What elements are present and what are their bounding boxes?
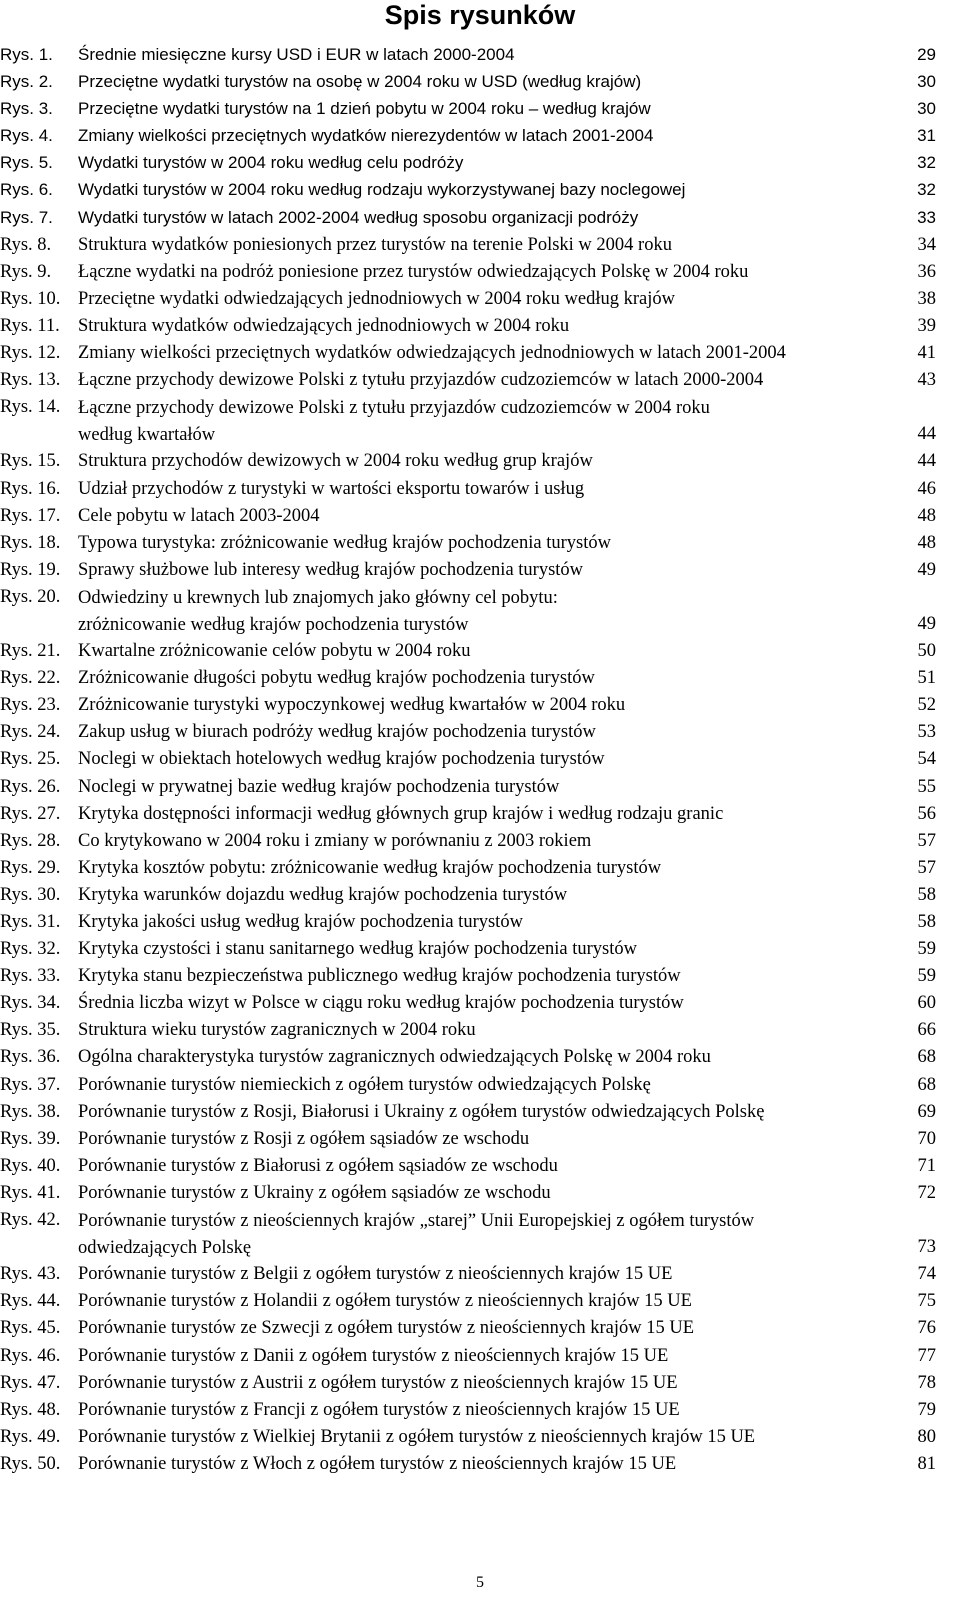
figure-page-number: 79 [917, 1399, 936, 1420]
figure-entry [0, 394, 960, 448]
figure-page-number: 49 [917, 559, 936, 580]
figure-page-number: 76 [917, 1318, 936, 1339]
figure-title-line: Odwiedziny u krewnych lub znajomych jako główny cel pobytu: [78, 587, 558, 608]
figure-title [78, 531, 918, 555]
figure-title-line: Porównanie turystów z Rosji z ogółem sąsiadów ze wschodu [78, 1128, 530, 1149]
figure-title-line-2: odwiedzających Polskę [78, 1238, 252, 1259]
figure-title-line: Struktura wydatków odwiedzających jednodniowych w 2004 roku [78, 315, 570, 336]
figure-title [78, 206, 918, 230]
figure-title-line: Porównanie turystów ze Szwecji z ogółem turystów z nieościennych krajów 15 UE [78, 1318, 695, 1339]
figure-page-number: 71 [917, 1155, 936, 1176]
figure-title [78, 97, 918, 121]
figure-page-number: 78 [917, 1372, 936, 1393]
figure-entry [0, 692, 960, 719]
figure-label: Rys. 23. [0, 695, 61, 716]
figure-entry [0, 1099, 960, 1126]
figure-title-line-2: według kwartałów [78, 425, 216, 446]
figure-title [78, 991, 918, 1015]
figure-title [78, 666, 918, 690]
figure-page-number: 44 [917, 424, 936, 445]
figure-entry [0, 990, 960, 1017]
figure-page-number: 81 [917, 1453, 936, 1474]
figure-title [78, 1208, 918, 1262]
figure-label: Rys. 48. [0, 1399, 61, 1420]
figure-page-number: 39 [917, 315, 936, 336]
figure-label: Rys. 46. [0, 1345, 61, 1366]
figure-title-line: Porównanie turystów z Francji z ogółem turystów z nieościennych krajów 15 UE [78, 1399, 680, 1420]
figure-title [78, 829, 918, 853]
figure-entry [0, 557, 960, 584]
figure-title [78, 449, 918, 473]
figure-entry [0, 1451, 960, 1478]
figure-title-line: Zmiany wielkości przeciętnych wydatków odwiedzających jednodniowych w latach 2001-2004 [78, 343, 786, 364]
figure-title [78, 1452, 918, 1476]
figure-title [78, 233, 918, 257]
figure-title-line: Sprawy służbowe lub interesy według krajów pochodzenia turystów [78, 559, 584, 580]
figure-page-number: 66 [917, 1020, 936, 1041]
figure-entry [0, 1261, 960, 1288]
figure-title [78, 1154, 918, 1178]
figure-label: Rys. 30. [0, 884, 61, 905]
figure-entry [0, 69, 960, 96]
figure-page-number: 32 [917, 153, 936, 173]
figure-page-number: 80 [917, 1426, 936, 1447]
figure-title [78, 1018, 918, 1042]
figure-label: Rys. 28. [0, 830, 61, 851]
figure-title-line: Krytyka dostępności informacji według głównych grup krajów i według rodzaju granic [78, 803, 724, 824]
figure-entry [0, 719, 960, 746]
figure-title [78, 1425, 918, 1449]
figure-title [78, 151, 918, 175]
figure-label: Rys. 27. [0, 803, 61, 824]
figure-title-line: Ogólna charakterystyka turystów zagranicznych odwiedzających Polskę w 2004 roku [78, 1047, 711, 1068]
figure-entry [0, 1207, 960, 1261]
figure-title-line: Zróżnicowanie turystyki wypoczynkowej według kwartałów w 2004 roku [78, 695, 626, 716]
figure-label: Rys. 29. [0, 857, 61, 878]
figure-page-number: 30 [917, 72, 936, 92]
figure-title-line: Kwartalne zróżnicowanie celów pobytu w 2004 roku [78, 641, 471, 662]
figure-label: Rys. 16. [0, 478, 61, 499]
figure-title-line: Noclegi w prywatnej bazie według krajów pochodzenia turystów [78, 776, 560, 797]
figure-label: Rys. 3. [0, 99, 53, 119]
figure-entry [0, 936, 960, 963]
figure-label: Rys. 41. [0, 1182, 61, 1203]
figure-title-line: Porównanie turystów z Danii z ogółem turystów z nieościennych krajów 15 UE [78, 1345, 669, 1366]
figure-title-line: Krytyka czystości i stanu sanitarnego według krajów pochodzenia turystów [78, 939, 637, 960]
figure-list [0, 42, 960, 1478]
figure-title-line: Udział przychodów z turystyki w wartości eksportu towarów i usług [78, 478, 585, 499]
figure-page-number: 70 [917, 1128, 936, 1149]
figure-label: Rys. 25. [0, 749, 61, 770]
figure-label: Rys. 18. [0, 532, 61, 553]
figure-title [78, 43, 918, 67]
figure-title-line: Przeciętne wydatki odwiedzających jednodniowych w 2004 roku według krajów [78, 288, 675, 309]
figure-label: Rys. 2. [0, 72, 53, 92]
figure-label: Rys. 7. [0, 207, 53, 227]
figure-label: Rys. 32. [0, 939, 61, 960]
figure-page-number: 77 [917, 1345, 936, 1366]
figure-label: Rys. 37. [0, 1074, 61, 1095]
figure-title-line: Struktura wydatków poniesionych przez turystów na terenie Polski w 2004 roku [78, 234, 672, 255]
figure-label: Rys. 38. [0, 1101, 61, 1122]
figure-title-line: Porównanie turystów z Holandii z ogółem turystów z nieościennych krajów 15 UE [78, 1291, 692, 1312]
figure-title [78, 1316, 918, 1340]
figure-title-line: Porównanie turystów z Wielkiej Brytanii z ogółem turystów z nieościennych krajów 15 UE [78, 1426, 756, 1447]
figure-page-number: 32 [917, 180, 936, 200]
figure-title [78, 1398, 918, 1422]
figure-label: Rys. 19. [0, 559, 61, 580]
figure-entry [0, 313, 960, 340]
figure-title-line: Co krytykowano w 2004 roku i zmiany w porównaniu z 2003 rokiem [78, 830, 592, 851]
figure-title-line: Porównanie turystów z nieościennych krajów „starej” Unii Europejskiej z ogółem turystów [78, 1211, 755, 1232]
figure-page-number: 74 [917, 1264, 936, 1285]
figure-title-line: Łączne przychody dewizowe Polski z tytułu przyjazdów cudzoziemców w 2004 roku [78, 398, 710, 419]
figure-label: Rys. 31. [0, 912, 61, 932]
figure-title [78, 964, 918, 988]
figure-label: Rys. 35. [0, 1020, 61, 1041]
figure-title-line: Krytyka jakości usług według krajów pochodzenia turystów [78, 912, 523, 932]
figure-entry [0, 259, 960, 286]
figure-title [78, 585, 918, 639]
figure-entry [0, 1424, 960, 1451]
figure-title [78, 1344, 918, 1368]
figure-entry [0, 1126, 960, 1153]
figure-page-number: 46 [917, 478, 936, 499]
figure-entry [0, 123, 960, 150]
figure-title [78, 178, 918, 202]
figure-title-line: Przeciętne wydatki turystów na 1 dzień pobytu w 2004 roku – według krajów [78, 99, 651, 119]
figure-title [78, 395, 918, 449]
figure-title [78, 287, 918, 311]
figure-title [78, 1045, 918, 1069]
figure-page-number: 48 [917, 532, 936, 553]
figure-page-number: 30 [917, 99, 936, 119]
figure-entry [0, 150, 960, 177]
figure-title [78, 856, 918, 880]
figure-entry [0, 1288, 960, 1315]
figure-title [78, 1371, 918, 1395]
figure-title-line: Porównanie turystów z Belgii z ogółem turystów z nieościennych krajów 15 UE [78, 1264, 673, 1285]
figure-title [78, 368, 918, 392]
figure-title [78, 260, 918, 284]
figure-entry [0, 42, 960, 69]
figure-page-number: 59 [917, 966, 936, 987]
figure-title-line: Łączne przychody dewizowe Polski z tytułu przyjazdów cudzoziemców w latach 2000-2004 [78, 370, 764, 391]
figure-page-number: 58 [917, 912, 936, 932]
page-title: Spis rysunków [384, 0, 576, 30]
figure-label: Rys. 17. [0, 505, 61, 526]
figure-label: Rys. 47. [0, 1372, 61, 1393]
figure-page-number: 73 [917, 1237, 936, 1258]
figure-title-line: Struktura przychodów dewizowych w 2004 roku według grup krajów [78, 451, 593, 472]
figure-label: Rys. 12. [0, 343, 61, 364]
figure-label: Rys. 10. [0, 288, 61, 309]
figure-label: Rys. 8. [0, 234, 52, 255]
figure-page-number: 31 [917, 126, 936, 146]
figure-entry [0, 96, 960, 123]
figure-page-number: 49 [917, 613, 936, 634]
figure-entry [0, 855, 960, 882]
figure-entry [0, 1343, 960, 1370]
figure-title [78, 720, 918, 744]
figure-label: Rys. 5. [0, 153, 53, 173]
figure-title-line: Porównanie turystów z Włoch z ogółem turystów z nieościennych krajów 15 UE [78, 1453, 677, 1474]
figure-title [78, 883, 918, 907]
figure-entry [0, 1180, 960, 1207]
page-number: 5 [476, 1574, 484, 1591]
figure-title [78, 802, 918, 826]
figure-label: Rys. 14. [0, 397, 61, 418]
figure-title-line: Średnia liczba wizyt w Polsce w ciągu roku według krajów pochodzenia turystów [78, 993, 684, 1014]
figure-title-line: Łączne wydatki na podróż poniesione przez turystów odwiedzających Polskę w 2004 roku [78, 261, 749, 282]
figure-title-line: Wydatki turystów w 2004 roku według celu podróży [78, 153, 464, 173]
figure-title-line: Zróżnicowanie długości pobytu według krajów pochodzenia turystów [78, 668, 595, 689]
figure-title-line: Krytyka stanu bezpieczeństwa publicznego według krajów pochodzenia turystów [78, 966, 681, 987]
figure-title-line: Krytyka warunków dojazdu według krajów pochodzenia turystów [78, 884, 568, 905]
figure-page-number: 34 [917, 234, 936, 255]
figure-label: Rys. 11. [0, 315, 60, 336]
figure-entry [0, 340, 960, 367]
figure-entry [0, 963, 960, 990]
figure-entry [0, 746, 960, 773]
figure-page-number: 41 [917, 343, 936, 364]
figure-title-line: Porównanie turystów niemieckich z ogółem turystów odwiedzających Polskę [78, 1074, 651, 1095]
figure-entry [0, 1315, 960, 1342]
figure-label: Rys. 49. [0, 1426, 61, 1447]
figure-entry [0, 1370, 960, 1397]
figure-title-line: Typowa turystyka: zróżnicowanie według krajów pochodzenia turystów [78, 532, 611, 553]
figure-page-number: 43 [917, 370, 936, 391]
figure-label: Rys. 45. [0, 1318, 61, 1339]
figure-page-number: 53 [917, 722, 936, 743]
figure-page-number: 72 [917, 1182, 936, 1203]
figure-entry [0, 503, 960, 530]
figure-title-line: Cele pobytu w latach 2003-2004 [78, 505, 320, 526]
figure-title [78, 775, 918, 799]
figure-label: Rys. 33. [0, 966, 61, 987]
figure-title-line: Wydatki turystów w 2004 roku według rodzaju wykorzystywanej bazy noclegowej [78, 180, 686, 200]
figure-label: Rys. 26. [0, 776, 61, 797]
figure-page-number: 54 [917, 749, 936, 770]
figure-entry [0, 1044, 960, 1071]
figure-title-line: Zmiany wielkości przeciętnych wydatków nierezydentów w latach 2001-2004 [78, 126, 654, 146]
figure-title [78, 747, 918, 771]
figure-entry [0, 476, 960, 503]
figure-title [78, 1127, 918, 1151]
figure-entry [0, 828, 960, 855]
figure-title [78, 1073, 918, 1097]
figure-entry [0, 367, 960, 394]
figure-page-number: 75 [917, 1291, 936, 1312]
figure-title [78, 70, 918, 94]
figure-title [78, 504, 918, 528]
figure-title [78, 1262, 918, 1286]
figure-label: Rys. 1. [0, 45, 53, 64]
figure-page-number: 38 [917, 288, 936, 309]
figure-label: Rys. 39. [0, 1128, 61, 1149]
figure-title-line: Porównanie turystów z Białorusi z ogółem sąsiadów ze wschodu [78, 1155, 558, 1176]
figure-title [78, 1100, 918, 1124]
figure-title-line: Średnie miesięczne kursy USD i EUR w latach 2000-2004 [78, 45, 515, 64]
figure-label: Rys. 43. [0, 1264, 61, 1285]
figure-page-number: 68 [917, 1074, 936, 1095]
figure-page-number: 69 [917, 1101, 936, 1122]
figure-page-number: 48 [917, 505, 936, 526]
figure-page-number: 50 [917, 641, 936, 662]
figure-entry [0, 205, 960, 232]
figure-label: Rys. 40. [0, 1155, 61, 1176]
figure-title-line: Zakup usług w biurach podróży według krajów pochodzenia turystów [78, 722, 596, 743]
figure-label: Rys. 22. [0, 668, 61, 689]
figure-entry [0, 177, 960, 204]
figure-title [78, 1181, 918, 1205]
figure-entry [0, 232, 960, 259]
figure-entry [0, 665, 960, 692]
figure-label: Rys. 20. [0, 586, 61, 607]
figure-page-number: 52 [917, 695, 936, 716]
figure-title-line: Przeciętne wydatki turystów na osobę w 2004 roku w USD (według krajów) [78, 72, 642, 92]
figure-title-line: Porównanie turystów z Austrii z ogółem turystów z nieościennych krajów 15 UE [78, 1372, 678, 1393]
figure-label: Rys. 50. [0, 1453, 61, 1474]
figure-title-line: Wydatki turystów w latach 2002-2004 według sposobu organizacji podróży [78, 207, 639, 227]
figure-page-number: 56 [917, 803, 936, 824]
figure-title [78, 124, 918, 148]
figure-entry [0, 882, 960, 909]
figure-page-number: 59 [917, 939, 936, 960]
figure-page-number: 29 [917, 45, 936, 64]
figure-title-line: Porównanie turystów z Rosji, Białorusi i Ukrainy z ogółem turystów odwiedzających Polskę [78, 1101, 765, 1122]
figure-label: Rys. 6. [0, 180, 53, 200]
figure-title-line: Struktura wieku turystów zagranicznych w 2004 roku [78, 1020, 476, 1041]
figure-label: Rys. 36. [0, 1047, 61, 1068]
figure-entry [0, 1072, 960, 1099]
figure-title-line: Porównanie turystów z Ukrainy z ogółem sąsiadów ze wschodu [78, 1182, 551, 1203]
figure-label: Rys. 13. [0, 370, 61, 391]
figure-page-number: 55 [917, 776, 936, 797]
figure-title-line: Noclegi w obiektach hotelowych według krajów pochodzenia turystów [78, 749, 605, 770]
figure-entry [0, 530, 960, 557]
figure-label: Rys. 44. [0, 1291, 61, 1312]
figure-title [78, 693, 918, 717]
figure-page-number: 68 [917, 1047, 936, 1068]
figure-entry [0, 1017, 960, 1044]
figure-label: Rys. 21. [0, 641, 61, 662]
figure-title-line-2: zróżnicowanie według krajów pochodzenia turystów [78, 614, 469, 635]
figure-title [78, 937, 918, 961]
figure-entry [0, 774, 960, 801]
figure-entry [0, 909, 960, 936]
figure-title [78, 910, 918, 934]
figure-entry [0, 584, 960, 638]
figure-entry [0, 1397, 960, 1424]
figure-page-number: 36 [917, 261, 936, 282]
figure-page-number: 57 [917, 857, 936, 878]
figure-entry [0, 638, 960, 665]
figure-entry [0, 286, 960, 313]
figure-title [78, 477, 918, 501]
figure-label: Rys. 42. [0, 1210, 61, 1231]
figure-page-number: 57 [917, 830, 936, 851]
figure-page-number: 33 [917, 207, 936, 227]
figure-page-number: 58 [917, 884, 936, 905]
figure-title-line: Krytyka kosztów pobytu: zróżnicowanie według krajów pochodzenia turystów [78, 857, 662, 878]
figure-title [78, 341, 918, 365]
figure-page-number: 51 [917, 668, 936, 689]
figure-label: Rys. 4. [0, 126, 53, 146]
figure-title [78, 1289, 918, 1313]
figure-label: Rys. 24. [0, 722, 61, 743]
figure-entry [0, 1153, 960, 1180]
figure-title [78, 639, 918, 663]
figure-label: Rys. 34. [0, 993, 61, 1014]
figure-title [78, 558, 918, 582]
figure-entry [0, 801, 960, 828]
figure-page-number: 60 [917, 993, 936, 1014]
figure-label: Rys. 15. [0, 451, 61, 472]
figure-label: Rys. 9. [0, 261, 52, 282]
figure-page-number: 44 [917, 451, 936, 472]
figure-entry [0, 448, 960, 475]
figure-title [78, 314, 918, 338]
